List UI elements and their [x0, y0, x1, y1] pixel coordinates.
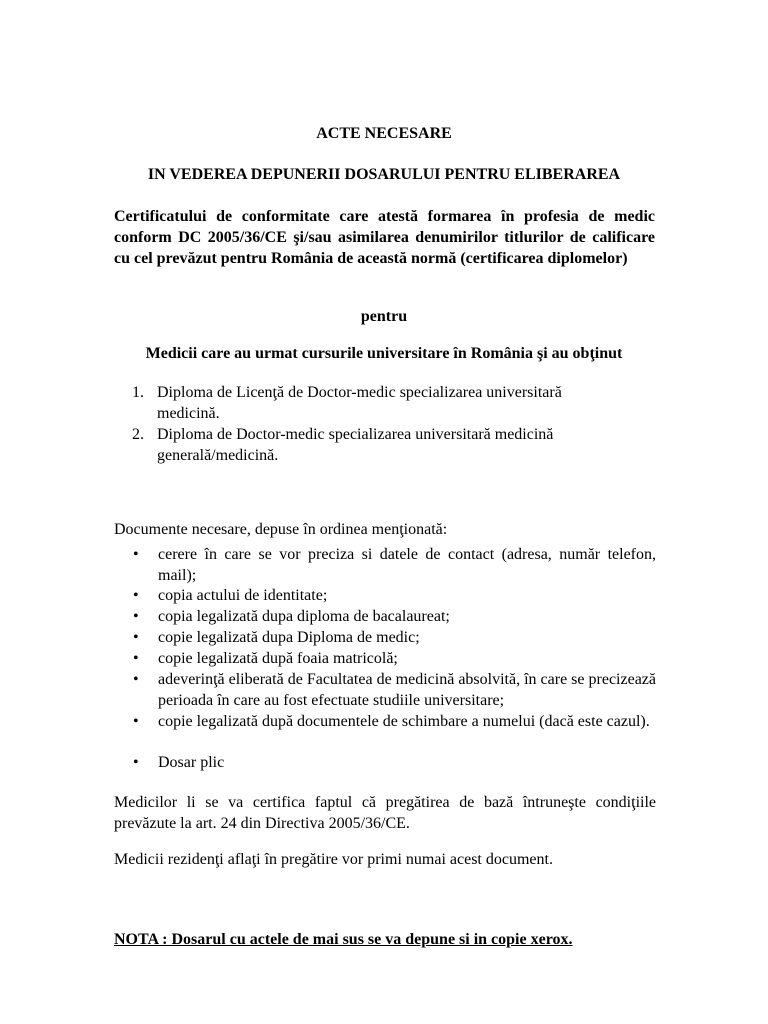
certify-paragraph: Medicilor li se va certifica faptul că pregătirea de bază întruneşte condiţiile prevăzute la art. 24 din Directiva 2005/36/CE. [114, 794, 656, 832]
bullet-icon: • [133, 546, 139, 563]
document-title: ACTE NECESARE [316, 125, 452, 142]
document-item-text: copia legalizată dupa diploma de bacalaureat; [158, 608, 450, 625]
audience-heading: Medicii care au urmat cursurile universitare în România şi au obţinut [145, 345, 623, 362]
diploma-text: Diploma de Licenţă de Doctor-medic specializarea universitară medicină. [157, 384, 562, 422]
note-text: NOTA : Dosarul cu actele de mai sus se va depune si in copie xerox. [114, 931, 573, 948]
document-item-text: copie legalizată după foaia matricolă; [158, 650, 398, 667]
bullet-icon: • [133, 608, 139, 625]
bullet-icon: • [133, 754, 139, 771]
bullet-icon: • [133, 713, 139, 730]
bullet-icon: • [133, 650, 139, 667]
document-item-text: Dosar plic [158, 754, 225, 771]
document-item-text: adeverinţă eliberată de Facultatea de medicină absolvită, în care se precizează perioada în care au fost efectuate studiile universitare; [158, 671, 656, 709]
pentru-label: pentru [360, 308, 408, 325]
document-item-text: copie legalizată dupa Diploma de medic; [158, 629, 420, 646]
bullet-icon: • [133, 587, 139, 604]
diploma-number: 2. [132, 426, 144, 443]
diploma-number: 1. [132, 384, 144, 401]
document-item-text: copia actului de identitate; [158, 587, 328, 604]
residents-paragraph: Medicii rezidenţi aflaţi în pregătire vor primi numai acest document. [114, 851, 553, 868]
documents-intro: Documente necesare, depuse în ordinea menţionată: [114, 521, 448, 538]
diploma-text: Diploma de Doctor-medic specializarea universitară medicină generală/medicină. [157, 426, 554, 464]
document-item-text: copie legalizată după documentele de schimbare a numelui (dacă este cazul). [158, 713, 650, 730]
certificate-paragraph: Certificatului de conformitate care atestă formarea în profesia de medic conform DC 2005/36/CE şi/sau asimilarea denumirilor titlurilor de calificare cu cel prevăzut pentru România de această normă (certificarea diplomelor) [114, 208, 655, 267]
document-item-text: cerere în care se vor preciza si datele de contact (adresa, număr telefon, mail); [158, 546, 656, 584]
bullet-icon: • [133, 629, 139, 646]
bullet-icon: • [133, 671, 139, 688]
document-subtitle: IN VEDEREA DEPUNERII DOSARULUI PENTRU ELIBERAREA [147, 166, 621, 183]
